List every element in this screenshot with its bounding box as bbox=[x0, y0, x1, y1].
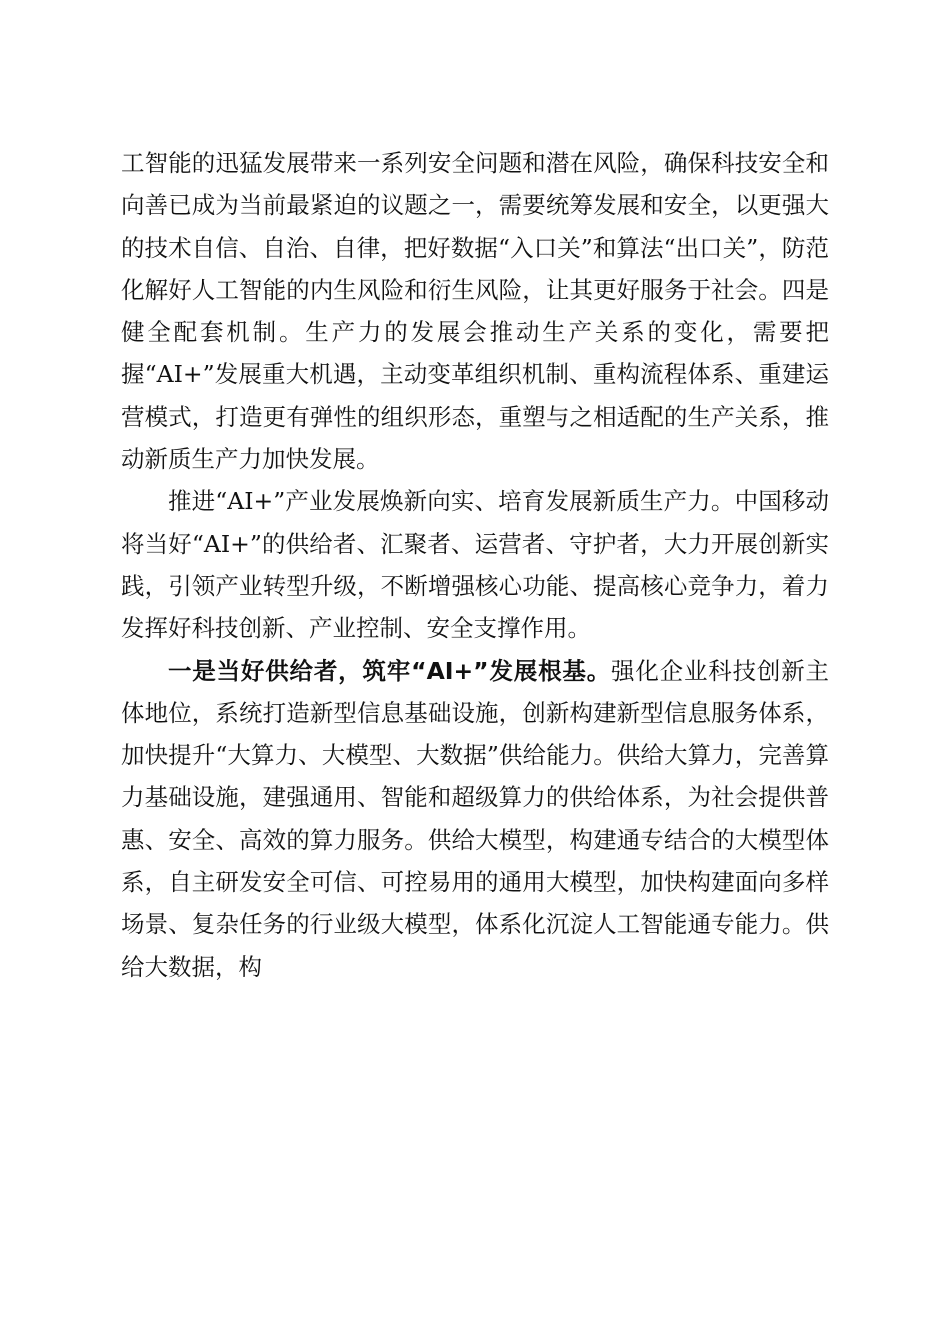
paragraph-3-text: 强化企业科技创新主体地位，系统打造新型信息基础设施，创新构建新型信息服务体系，加快提升“大算力、大模型、大数据”供给能力。供给大算力，完善算力基础设施，建强通用、智能和超级算力的供给体系，为社会提供普惠、安全、高效的算力服务。供给大模型，构建通专结合的大模型体系，自主研发安全可信、可控易用的通用大模型，加快构建面向多样场景、复杂任务的行业级大模型，体系化沉淀人工智能通专能力。供给大数据，构 bbox=[121, 656, 830, 981]
paragraph-1 bbox=[121, 142, 829, 480]
paragraph-1-text: 工智能的迅猛发展带来一系列安全问题和潜在风险，确保科技安全和向善已成为当前最紧迫的议题之一，需要统筹发展和安全，以更强大的技术自信、自治、自律，把好数据“入口关”和算法“出口关”，防范化解好人工智能的内生风险和衍生风险，让其更好服务于社会。四是健全配套机制。生产力的发展会推动生产关系的变化，需要把握“AI+”发展重大机遇，主动变革组织机制、重构流程体系、重建运营模式，打造更有弹性的组织形态，重塑与之相适配的生产关系，推动新质生产力加快发展。 bbox=[121, 149, 829, 474]
body-text bbox=[121, 142, 829, 988]
paragraph-2 bbox=[121, 480, 829, 649]
paragraph-3 bbox=[121, 650, 829, 988]
paragraph-2-text: 推进“AI+”产业发展焕新向实、培育发展新质生产力。中国移动将当好“AI+”的供给者、汇聚者、运营者、守护者，大力开展创新实践，引领产业转型升级，不断增强核心功能、提高核心竞争力，着力发挥好科技创新、产业控制、安全支撑作用。 bbox=[121, 487, 829, 643]
paragraph-3-lead: 一是当好供给者，筑牢“AI+”发展根基。 bbox=[168, 656, 612, 685]
